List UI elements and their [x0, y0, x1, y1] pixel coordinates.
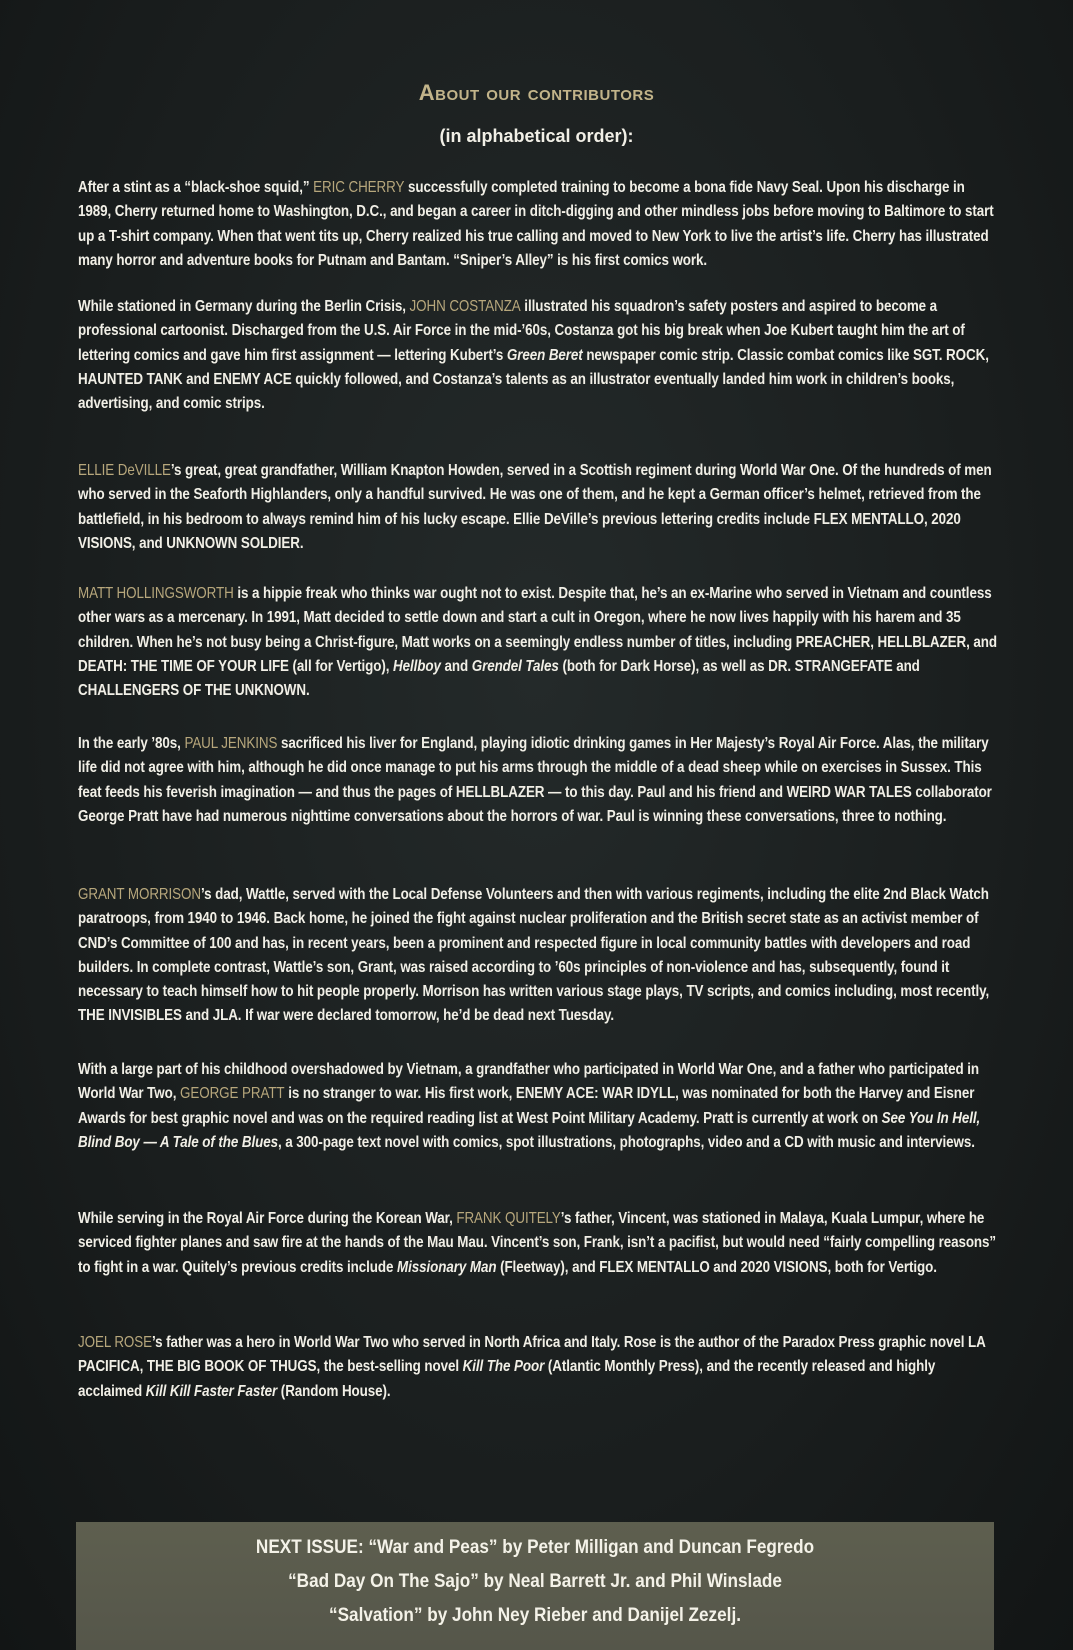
contributor-name: GEORGE PRATT	[180, 1085, 285, 1103]
bio-paragraph	[78, 1331, 998, 1404]
bio-text: and	[440, 657, 472, 675]
bio-text: (Random House).	[277, 1382, 391, 1400]
title-italic: Hellboy	[393, 657, 441, 675]
bio-paragraph	[78, 1058, 998, 1155]
next-issue-line-1: NEXT ISSUE: “War and Peas” by Peter Milligan and Duncan Fegredo	[255, 1536, 815, 1558]
bio-paragraph	[78, 459, 998, 556]
bio-text: (Fleetway), and FLEX MENTALLO and 2020 VISIONS, both for Vertigo.	[496, 1258, 937, 1276]
bio-text: ’s dad, Wattle, served with the Local Defense Volunteers and then with various regiments, including the elite 2nd Black Watch paratroops, from 1940 to 1946. Back home, he joined the fight against nuclear proliferation and the British secret state as an activist member of CND’s Committee of 100 and has, in recent years, been a prominent and respected figure in local community battles with developers and road builders. In complete contrast, Wattle’s son, Grant, was raised according to ’60s principles of non-violence and has, subsequently, found it necessary to teach himself how to hit people properly. Morrison has written various stage plays, TV scripts, and comics including, most recently, THE INVISIBLES and JLA. If war were declared tomorrow, he’d be dead next Tuesday.	[78, 886, 990, 1025]
contributor-name: ELLIE DeVILLE	[78, 462, 171, 479]
bio-text: illustrated his squadron’s safety posters and aspired to become a professional cartoonist. Discharged from the U.S. Air Force in the mid-’60s, Costanza got his big break when Joe Kubert taught him the art of lettering comics and gave him first assignment — lettering Kubert’s	[78, 298, 965, 364]
title-italic: Missionary Man	[397, 1258, 497, 1276]
bio-text: newspaper comic strip. Classic combat comics like SGT. ROCK, HAUNTED TANK and ENEMY ACE quickly followed, and Costanza’s talents as an illustrator eventually landed him work in children’s books, advertising, and comic strips.	[78, 346, 989, 413]
bio-paragraph	[78, 883, 998, 1029]
title-italic: Kill The Poor	[462, 1358, 545, 1376]
contributor-name: JOHN COSTANZA	[409, 298, 521, 315]
bio-paragraph	[78, 295, 998, 416]
page-title: About our contributors	[418, 80, 655, 105]
contributor-name: GRANT MORRISON	[78, 886, 201, 903]
bio-text: ’s father was a hero in World War Two who served in North Africa and Italy. Rose is the author of the Paradox Press graphic novel LA PACIFICA, THE BIG BOOK OF THUGS, the best-selling novel	[78, 1334, 986, 1376]
bio-paragraph	[78, 176, 998, 273]
next-issue-box	[76, 1522, 994, 1650]
contributor-name: ERIC CHERRY	[313, 179, 405, 196]
next-issue-line-3: “Salvation” by John Ney Rieber and Danijel Zezelj.	[329, 1604, 741, 1626]
bio-text: successfully completed training to become a bona fide Navy Seal. Upon his discharge in 1989, Cherry returned home to Washington, D.C., and began a career in ditch-digging and other mindless jobs before moving to Baltimore to start up a T-shirt company. When that went tits up, Cherry realized his true calling and moved to New York to live the artist’s life. Cherry has illustrated many horror and adventure books for Putnam and Bantam. “Sniper’s Alley” is his first comics work.	[78, 179, 994, 269]
bio-text: While stationed in Germany during the Berlin Crisis,	[78, 298, 410, 315]
bio-text: (Atlantic Monthly Press), and the recently released and highly acclaimed	[78, 1358, 936, 1400]
bio-paragraph	[78, 582, 998, 703]
next-issue-line-2: “Bad Day On The Sajo” by Neal Barrett Jr. and Phil Winslade	[288, 1570, 782, 1592]
bio-paragraph	[78, 1207, 998, 1280]
title-italic: Green Beret	[506, 346, 583, 364]
bio-text: With a large part of his childhood overshadowed by Vietnam, a grandfather who participated in World War One, and a father who participated in World War Two,	[78, 1061, 980, 1103]
page-subtitle: (in alphabetical order):	[439, 126, 634, 146]
title-italic: Grendel Tales	[471, 657, 559, 675]
contributor-name: FRANK QUITELY	[456, 1210, 561, 1227]
bio-text: , a 300-page text novel with comics, spot illustrations, photographs, video and a CD with music and interviews.	[278, 1133, 975, 1151]
bio-text: sacrificed his liver for England, playing idiotic drinking games in Her Majesty’s Royal Air Force. Alas, the military life did not agree with him, although he did once manage to put his arms through the middle of a dead sheep while on exercises in Sussex. This feat feeds his feverish imagination — and thus the pages of HELLBLAZER — to this day. Paul and his friend and WEIRD WAR TALES collaborator George Pratt have had numerous nighttime conversations about the horrors of war. Paul is winning these conversations, three to nothing.	[78, 735, 992, 825]
bio-text: is no stranger to war. His first work, ENEMY ACE: WAR IDYLL, was nominated for both the Harvey and Eisner Awards for best graphic novel and was on the required reading list at West Point Military Academy. Pratt is currently at work on	[78, 1085, 975, 1127]
bio-text: ’s great, great grandfather, William Knapton Howden, served in a Scottish regiment during World War One. Of the hundreds of men who served in the Seaforth Highlanders, only a handful survived. He was one of them, and he kept a German officer’s helmet, retrieved from the battlefield, in his bedroom to always remind him of his lucky escape. Ellie DeVille’s previous lettering credits include FLEX MENTALLO, 2020 VISIONS, and UNKNOWN SOLDIER.	[78, 462, 992, 552]
bio-text: (both for Dark Horse), as well as DR. STRANGEFATE and CHALLENGERS OF THE UNKNOWN.	[78, 657, 920, 700]
contributor-name: PAUL JENKINS	[184, 735, 278, 752]
bio-text: After a stint as a “black-shoe squid,”	[78, 179, 314, 196]
contributor-name: JOEL ROSE	[78, 1334, 153, 1351]
bio-text: In the early ’80s,	[78, 735, 185, 752]
bio-text: is a hippie freak who thinks war ought not to exist. Despite that, he’s an ex-Marine who served in Vietnam and countless other wars as a mercenary. In 1991, Matt decided to settle down and start a cult in Oregon, where he now lives happily with his harem and 35 children. When he’s not busy being a Christ-figure, Matt works on a seemingly endless number of titles, including PREACHER, HELLBLAZER, and DEATH: THE TIME OF YOUR LIFE (all for Vertigo),	[78, 585, 997, 675]
title-italic: See You In Hell, Blind Boy — A Tale of the Blues	[78, 1109, 981, 1151]
title-italic: Kill Kill Faster Faster	[145, 1382, 278, 1400]
bio-text: ’s father, Vincent, was stationed in Malaya, Kuala Lumpur, where he serviced fighter planes and saw fire at the hands of the Mau Mau. Vincent’s son, Frank, isn’t a pacifist, but would need “fairly compelling reasons” to fight in a war. Quitely’s previous credits include	[78, 1210, 997, 1276]
bio-text: While serving in the Royal Air Force during the Korean War,	[78, 1210, 457, 1227]
bio-paragraph	[78, 732, 998, 829]
contributor-name: MATT HOLLINGSWORTH	[78, 585, 234, 602]
